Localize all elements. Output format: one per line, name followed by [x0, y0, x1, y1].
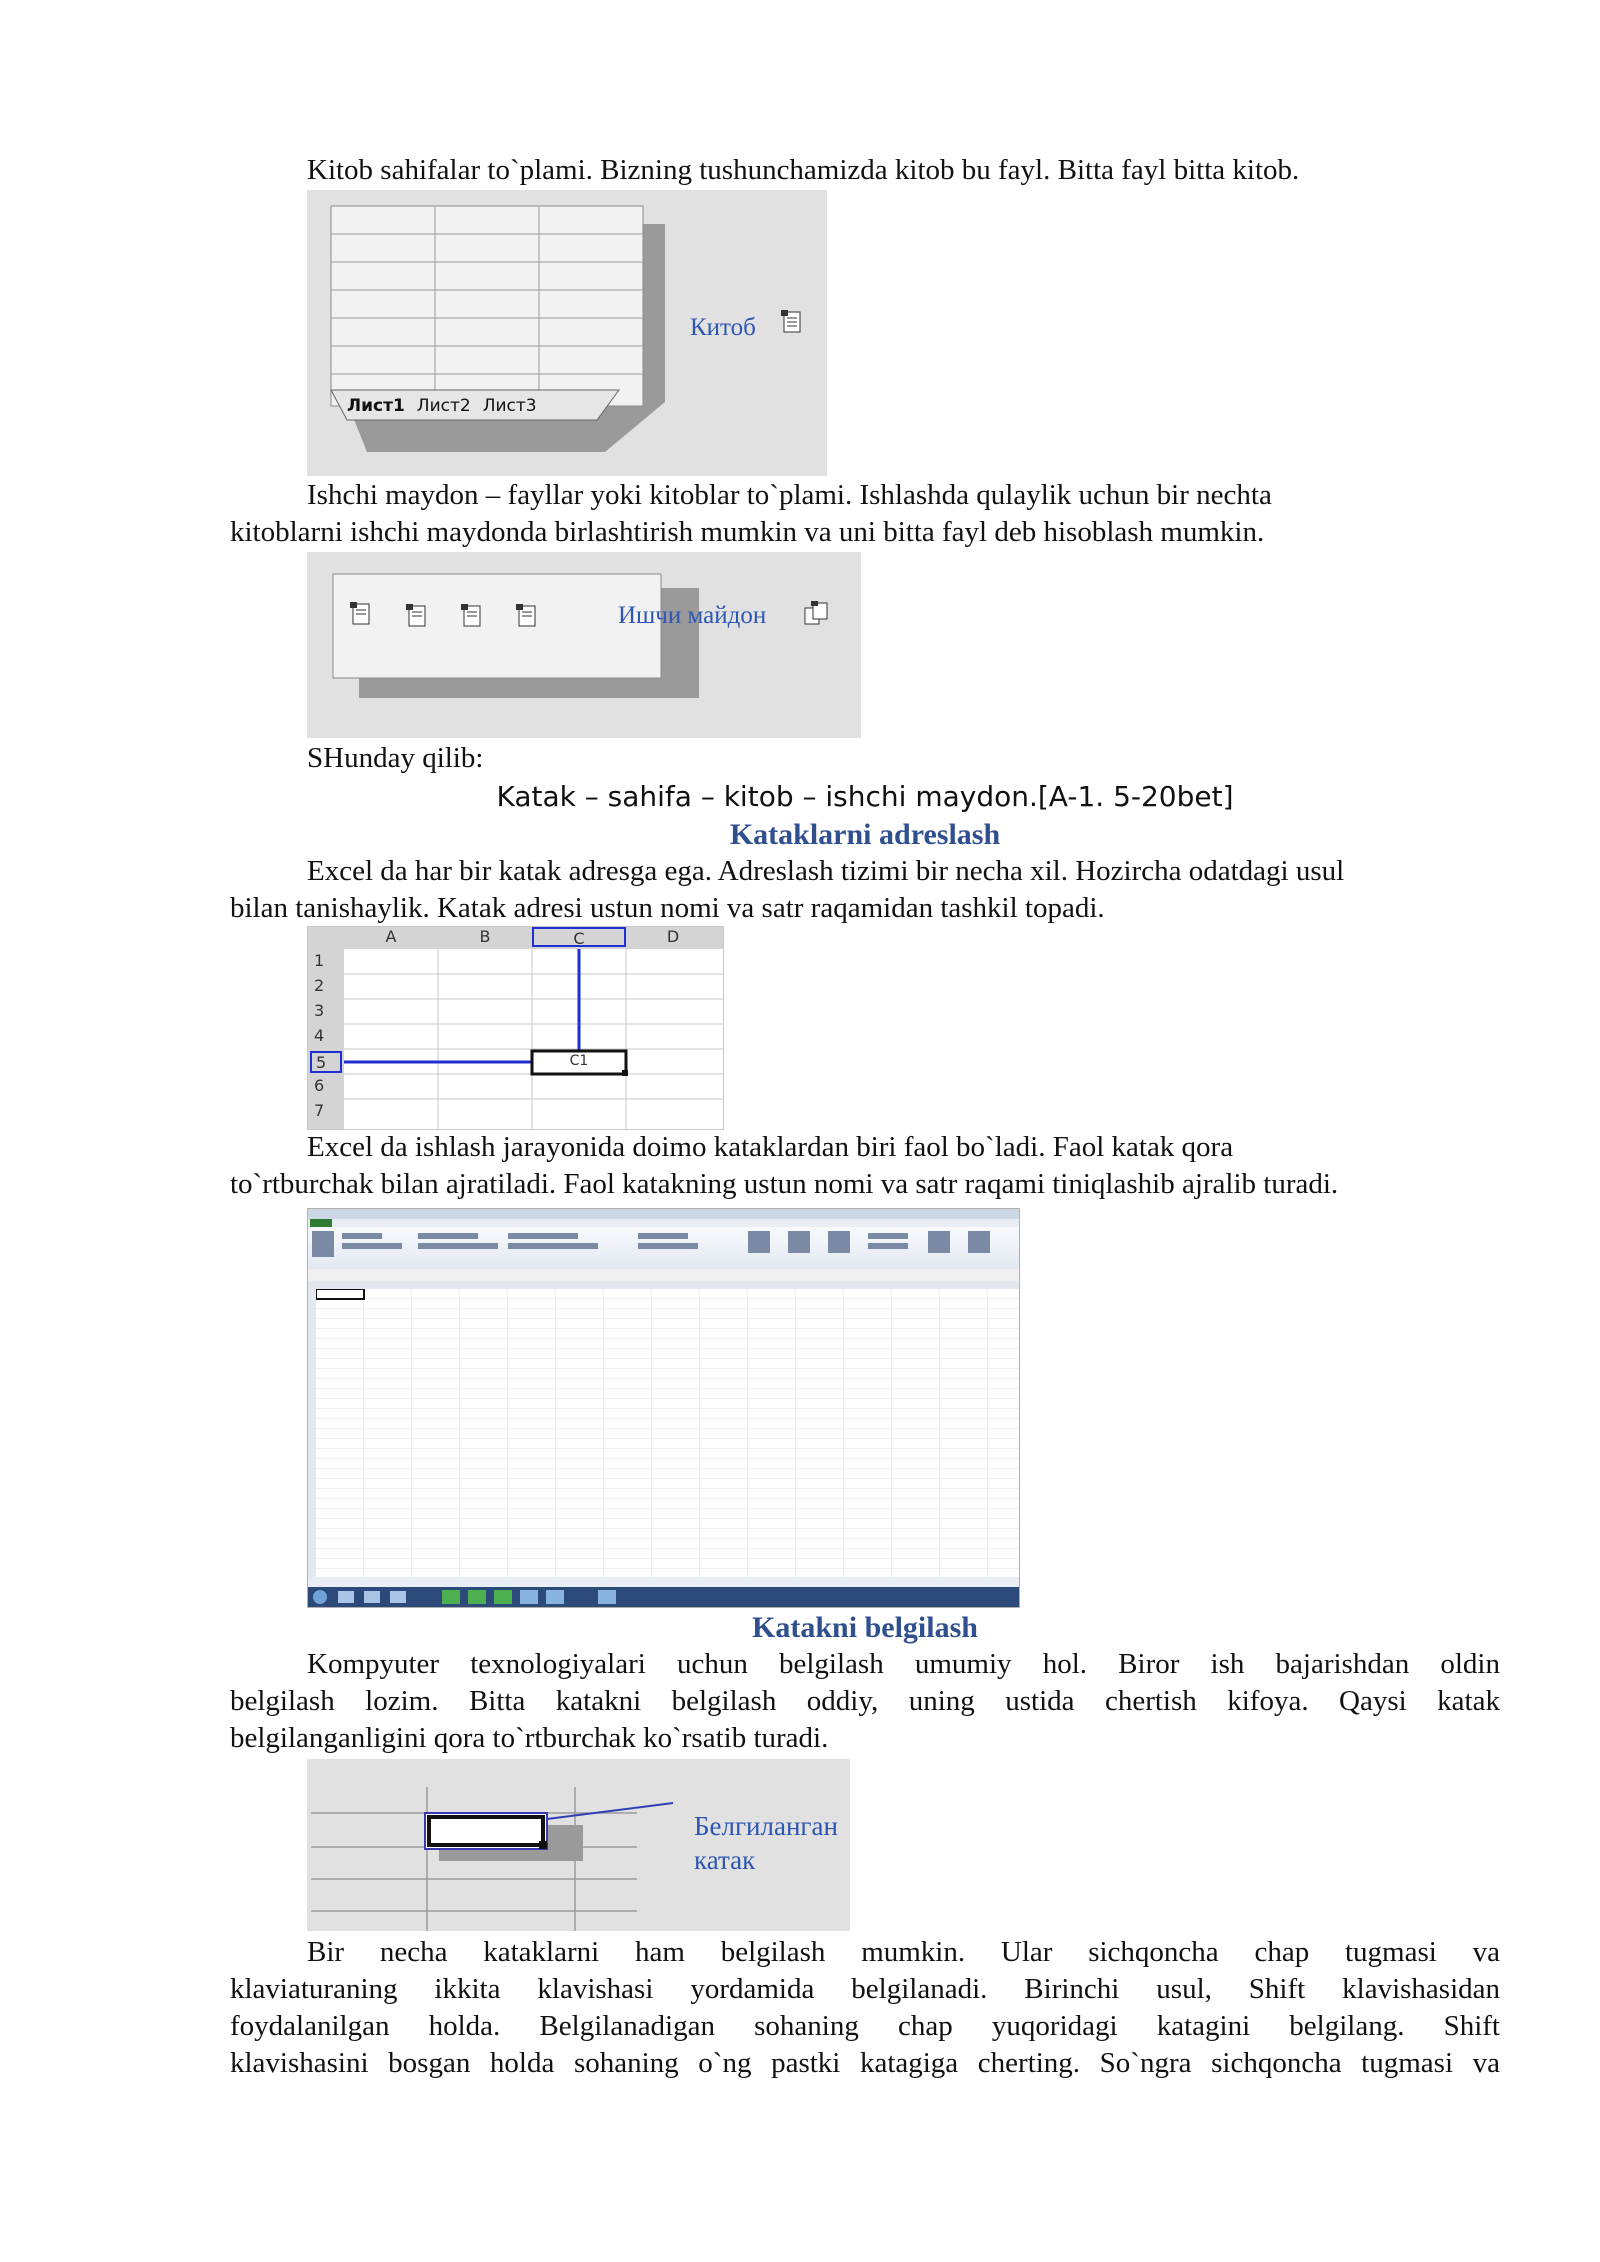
- sheet-tab-2[interactable]: Лист2: [416, 396, 471, 416]
- address-grid-figure: [307, 926, 724, 1130]
- sheet-grid[interactable]: [316, 1289, 1019, 1577]
- taskbar: [308, 1587, 1019, 1607]
- paragraph-thus: [230, 740, 1500, 777]
- paragraph-selection: [230, 1646, 1500, 1757]
- ribbon-controls: [308, 1227, 1019, 1269]
- selected-cell-label: [694, 1809, 838, 1877]
- label-line: катак: [694, 1845, 756, 1875]
- column-header-c[interactable]: C: [532, 927, 626, 947]
- section-heading-selection: Katakni belgilash: [752, 1611, 978, 1644]
- workbook-icon: [513, 602, 539, 628]
- paragraph-workspace: [230, 477, 1500, 551]
- paragraph-text: foydalanilgan holda. Belgilanadigan sohaning chap yuqoridagi katagini belgilang. Shift: [230, 2010, 1500, 2042]
- taskbar-icons: [308, 1587, 1019, 1607]
- excel-window-screenshot: [307, 1208, 1020, 1608]
- title-bar: [308, 1209, 1019, 1219]
- sheet-tab-bar: [308, 1577, 1019, 1587]
- book-label: Китоб: [690, 314, 756, 341]
- active-cell[interactable]: C1: [569, 1053, 589, 1069]
- workspace-illustration: [307, 552, 861, 738]
- section-heading-addressing: Kataklarni adreslash: [729, 818, 1001, 851]
- label-line: Белгиланган: [694, 1811, 838, 1841]
- formula-line: Katak – sahifa – kitob – ishchi maydon.[A-1. 5-20bet]: [496, 780, 1234, 813]
- column-header-d[interactable]: D: [666, 927, 680, 946]
- sheet-tab-1[interactable]: Лист1: [347, 396, 405, 416]
- grid-lines: [308, 927, 723, 1129]
- column-headers: [308, 1281, 1019, 1289]
- row-header-4[interactable]: 4: [314, 1026, 325, 1045]
- paragraph-text: belgilanganligini qora to`rtburchak ko`rsatib turadi.: [230, 1722, 829, 1754]
- paragraph-text: Bir necha kataklarni ham belgilash mumkin. Ular sichqoncha chap tugmasi va: [307, 1936, 1500, 1968]
- paragraph-text: klavishasini bosgan holda sohaning o`ng pastki katagiga cherting. So`ngra sichqoncha tugmasi va: [230, 2047, 1500, 2079]
- book-figure: [307, 190, 827, 476]
- selected-cell-figure: [307, 1759, 850, 1931]
- row-header-1[interactable]: 1: [314, 951, 325, 970]
- workspace-label: Ишчи майдон: [618, 602, 767, 629]
- paragraph-text: Kompyuter texnologiyalari uchun belgilash umumiy hol. Biror ish bajarishdan oldin: [307, 1648, 1500, 1680]
- paragraph-text: Excel da ishlash jarayonida doimo kataklardan biri faol bo`ladi. Faol katak qora: [307, 1131, 1234, 1163]
- paragraph-text: to`rtburchak bilan ajratiladi. Faol katakning ustun nomi va satr raqami tiniqlashib ajralib turadi.: [230, 1168, 1339, 1200]
- row-headers: [308, 1289, 316, 1577]
- paragraph-text: Excel da har bir katak adresga ega. Adreslash tizimi bir necha xil. Hozircha odatdagi usul: [307, 855, 1345, 887]
- row-header-3[interactable]: 3: [314, 1001, 325, 1020]
- paragraph-text: klaviaturaning ikkita klavishasi yordamida belgilanadi. Birinchi usul, Shift klavishasidan: [230, 1973, 1500, 2005]
- row-header-5[interactable]: 5: [310, 1051, 342, 1073]
- paragraph-book: [230, 152, 1500, 189]
- paragraph-text: Ishchi maydon – fayllar yoki kitoblar to`plami. Ishlashda qulaylik uchun bir nechta: [307, 479, 1272, 511]
- paragraph-text: SHunday qilib:: [307, 742, 484, 774]
- row-header-6[interactable]: 6: [314, 1076, 325, 1095]
- paragraph-addressing: [230, 853, 1500, 927]
- row-header-2[interactable]: 2: [314, 976, 325, 995]
- sheet-tabs: [347, 396, 537, 416]
- ribbon-tabs: [308, 1219, 1019, 1227]
- workspace-icon: [803, 600, 829, 626]
- workspace-figure: [307, 552, 861, 738]
- paragraph-text: bilan tanishaylik. Katak adresi ustun nomi va satr raqamidan tashkil topadi.: [230, 892, 1105, 924]
- workbook-icon: [347, 600, 373, 626]
- column-header-a[interactable]: A: [385, 927, 397, 946]
- paragraph-text: Kitob sahifalar to`plami. Bizning tushunchamizda kitob bu fayl. Bitta fayl bitta kitob.: [307, 154, 1300, 186]
- file-tab[interactable]: [310, 1219, 332, 1227]
- sheet-tab-3[interactable]: Лист3: [482, 396, 537, 416]
- row-header-7[interactable]: 7: [314, 1101, 325, 1120]
- paragraph-text: belgilash lozim. Bitta katakni belgilash oddiy, uning ustida chertish kifoya. Qaysi katak: [230, 1685, 1500, 1717]
- paragraph-multi-select: [230, 1934, 1500, 2082]
- workbook-icon: [403, 602, 429, 628]
- column-header-b[interactable]: B: [479, 927, 491, 946]
- workbook-icon: [458, 602, 484, 628]
- paragraph-active-cell: [230, 1129, 1500, 1203]
- ribbon: [308, 1227, 1019, 1270]
- paragraph-text: kitoblarni ishchi maydonda birlashtirish mumkin va uni bitta fayl deb hisoblash mumkin.: [230, 516, 1265, 548]
- workbook-icon: [778, 308, 804, 334]
